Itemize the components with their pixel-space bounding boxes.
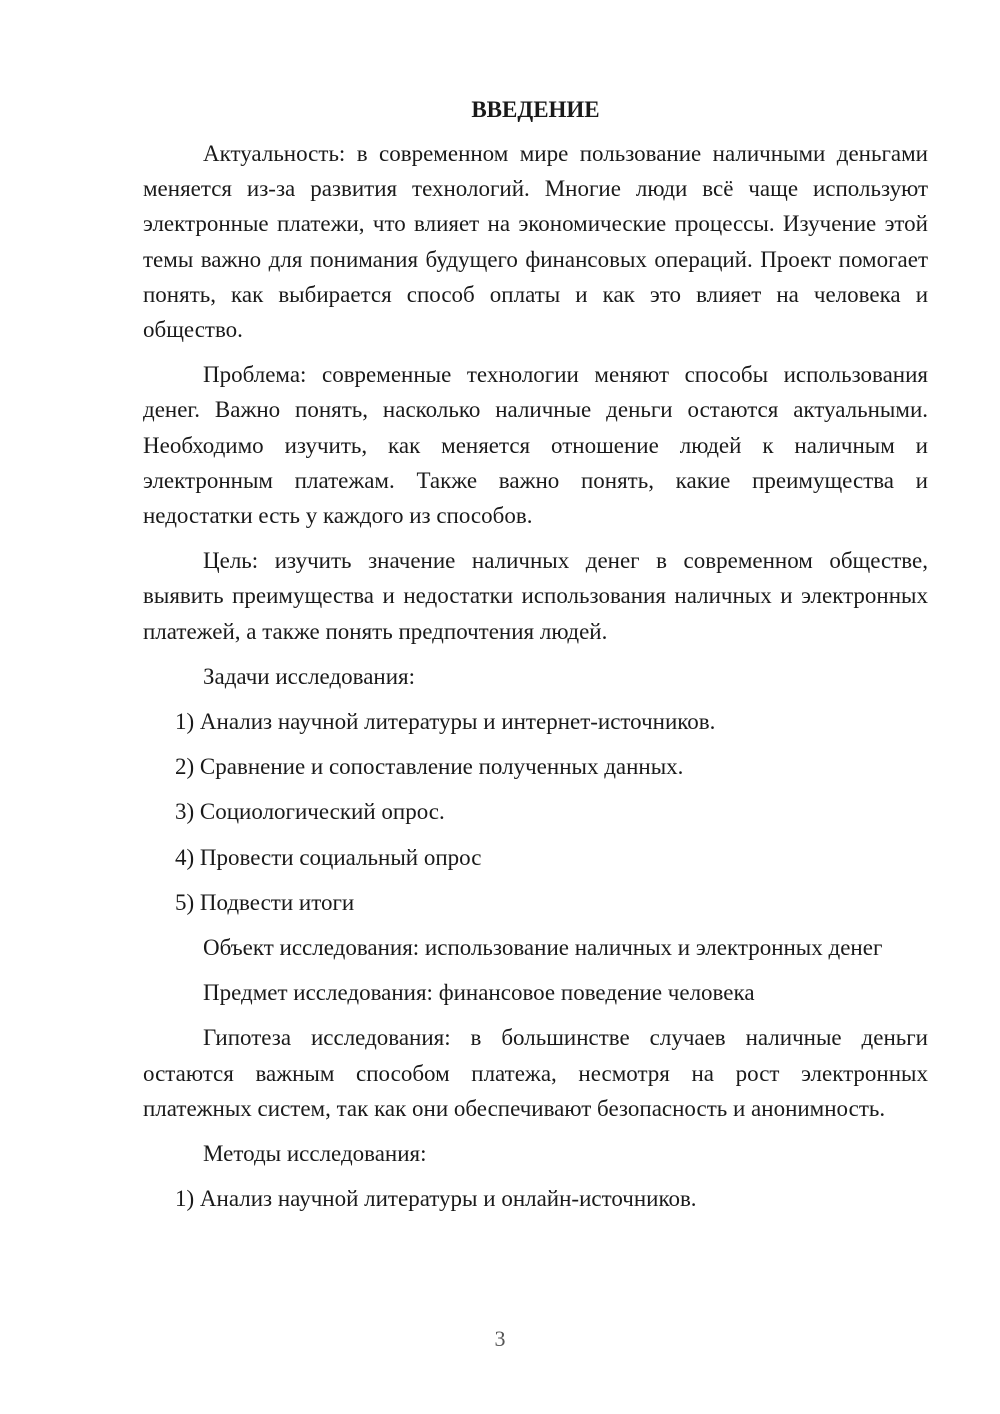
- page-title: ВВЕДЕНИЕ: [471, 97, 600, 122]
- task-item: 3) Социологический опрос.: [175, 799, 445, 825]
- document-page: [143, 94, 928, 1226]
- goal-paragraph: Цель: изучить значение наличных денег в современном обществе, выявить преимущества и недостатки использования наличных и электронных платежей, а также понять предпочтения людей.: [143, 548, 928, 644]
- methods-heading: Методы исследования:: [203, 1141, 427, 1167]
- object-paragraph: Объект исследования: использование наличных и электронных денег: [203, 935, 883, 961]
- hypothesis-paragraph: Гипотеза исследования: в большинстве случаев наличные деньги остаются важным способом платежа, несмотря на рост электронных платежных систем, так как они обеспечивают безопасность и анонимность.: [143, 1025, 928, 1121]
- tasks-heading: Задачи исследования:: [203, 663, 416, 689]
- subject-paragraph: Предмет исследования: финансовое поведение человека: [203, 980, 755, 1006]
- task-item: 1) Анализ научной литературы и интернет-источников.: [175, 709, 716, 735]
- page-number: 3: [494, 1326, 506, 1351]
- problem-paragraph: Проблема: современные технологии меняют способы использования денег. Важно понять, насколько наличные деньги остаются актуальными. Необходимо изучить, как меняется отношение людей к наличным и электронным платежам. Также важно понять, какие преимущества и недостатки есть у каждого из способов.: [143, 362, 928, 529]
- task-item: 5) Подвести итоги: [175, 889, 355, 915]
- task-item: 2) Сравнение и сопоставление полученных данных.: [175, 754, 684, 780]
- method-item: 1) Анализ научной литературы и онлайн-источников.: [175, 1186, 697, 1212]
- task-item: 4) Провести социальный опрос: [175, 844, 482, 870]
- relevance-paragraph: Актуальность: в современном мире пользование наличными деньгами меняется из-за развития технологий. Многие люди всё чаще используют электронные платежи, что влияет на экономические процессы. Изучение этой темы важно для понимания будущего финансовых операций. Проект помогает понять, как выбирается способ оплаты и как это влияет на человека и общество.: [143, 141, 928, 343]
